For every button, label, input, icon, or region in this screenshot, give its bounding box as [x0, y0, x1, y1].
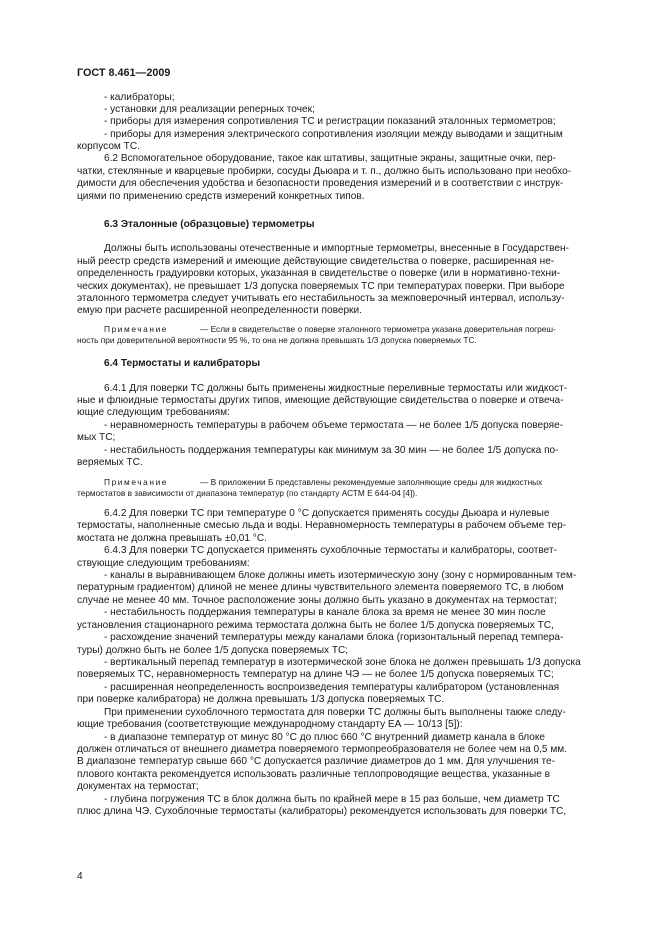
- text-line: - установки для реализации реперных точек;: [104, 104, 315, 115]
- text-line: 6.4.2 Для поверки ТС при температуре 0 °С допускается применять сосуды Дьюара и нулевые: [104, 508, 550, 519]
- text-line: В диапазоне температур свыше 660 °С допускается различие диаметров до 1 мм. Для улучшения те-: [77, 756, 556, 767]
- text-line: документах на термостат;: [77, 781, 199, 792]
- text-line: туры) должно быть не более 1/5 допуска поверяемых ТС;: [77, 645, 349, 656]
- text-line: 6.4.3 Для поверки ТС допускается применять сухоблочные термостаты и калибраторы, соответ-: [104, 545, 557, 556]
- text-line: термостаты, наполненные смесью льда и воды. Неравномерность температуры в рабочем объеме тер-: [77, 520, 567, 531]
- text-line: Должны быть использованы отечественные и импортные термометры, внесенные в Государствен-: [104, 243, 569, 254]
- text-line: плового контакта рекомендуется использовать различные теплопроводящие вещества, указанные в: [77, 769, 551, 780]
- text-line: поверяемых ТС, неравномерность температур на длине ЧЭ — не более 1/5 допуска поверяемых ТС;: [77, 669, 554, 680]
- text-line: 6.4.1 Для поверки ТС должны быть применены жидкостные переливные термостаты или жидкост-: [104, 383, 568, 394]
- text-line: мых ТС;: [77, 432, 116, 443]
- text-line: ющие следующим требованиям:: [77, 407, 230, 418]
- text-line: ствующие следующим требованиям:: [77, 558, 250, 569]
- note-line: ность при доверительной вероятности 95 %, то она не должна превышать 1/3 допуска поверяемых ТС.: [77, 335, 477, 345]
- text-line: циями по применению средств измерений конкретных типов.: [77, 191, 365, 202]
- document-header: ГОСТ 8.461—2009: [77, 67, 171, 79]
- text-line: ющие требования (соответствующие международному стандарту ЕА — 10/13 [5]):: [77, 719, 463, 730]
- text-line: определенность градуировки которых, указанная в свидетельстве о поверке (или в нормативно-техни-: [77, 268, 561, 279]
- text-line: - приборы для измерения сопротивления ТС и регистрации показаний эталонных термометров;: [104, 116, 556, 127]
- text-line: - нестабильность поддержания температуры как минимум за 30 мин — не более 1/5 допуска по-: [104, 445, 559, 456]
- text-line: 6.2 Вспомогательное оборудование, такое как штативы, защитные экраны, защитные очки, пер-: [104, 153, 557, 164]
- text-line: случае не менее 40 мм. Точное расположение зоны должно быть указано в документах на термостат;: [77, 595, 557, 606]
- text-line: ные и флюидные термостаты других типов, имеющие действующие свидетельства о поверке и отвеча-: [77, 395, 564, 406]
- text-line: при поверке калибратора) не должна превышать 1/3 допуска поверяемых ТС.: [77, 694, 445, 705]
- page-number: 4: [77, 871, 83, 882]
- text-line: - неравномерность температуры в рабочем объеме термостата — не более 1/5 допуска поверяе-: [104, 420, 564, 431]
- text-line: пературным градиентом) длиной не менее длины чувствительного элемента поверяемого ТС, в любом: [77, 582, 564, 593]
- text-line: плюс длина ЧЭ. Сухоблочные термостаты (калибраторы) рекомендуется использовать для поверки ТС,: [77, 806, 567, 817]
- text-line: - расширенная неопределенность воспроизведения температуры калибратором (установленная: [104, 682, 560, 693]
- text-line: - калибраторы;: [104, 92, 175, 103]
- note-line: — Если в свидетельстве о поверке эталонного термометра указана доверительная погреш-: [200, 324, 556, 334]
- text-line: димости для обеспечения удобства и безопасности проведения измерений и в соответствии с инструк-: [77, 178, 564, 189]
- section-heading: 6.3 Эталонные (образцовые) термометры: [104, 219, 315, 230]
- section-heading: 6.4 Термостаты и калибраторы: [104, 358, 261, 369]
- text-line: При применении сухоблочного термостата для поверки ТС должны быть выполнены также следу-: [104, 707, 566, 718]
- text-line: - в диапазоне температур от минус 80 °С до плюс 660 °С внутренний диаметр канала в блоке: [104, 732, 546, 743]
- text-line: веряемых ТС.: [77, 457, 143, 468]
- text-line: эталонного термометра следует учитывать его нестабильность за межповерочный интервал, использу-: [77, 293, 565, 304]
- text-line: - расхождение значений температуры между каналами блока (горизонтальный перепад темпера-: [104, 632, 564, 643]
- text-line: должен отличаться от внешнего диаметра поверяемого термопреобразователя не более чем на 0,5 мм.: [77, 744, 568, 755]
- note-line: Примечание: [104, 324, 169, 334]
- text-line: емую при расчете расширенной неопределенности поверки.: [77, 305, 362, 316]
- text-line: - каналы в выравнивающем блоке должны иметь изотермическую зону (зону с нормированным тем-: [104, 570, 577, 581]
- text-line: чатки, стеклянные и кварцевые пробирки, сосуды Дьюара и т. п., должно быть использовано при необхо-: [77, 166, 572, 177]
- note-line: термостатов в зависимости от диапазона температур (по стандарту АСТМ Е 644-04 [4]).: [77, 488, 418, 498]
- text-line: установления стационарного режима термостата должна быть не более 1/5 допуска поверяемых ТС,: [77, 620, 554, 631]
- note-line: — В приложении Б представлены рекомендуемые заполняющие среды для жидкостных: [200, 477, 543, 487]
- text-line: - приборы для измерения электрического сопротивления изоляции между выводами и защитным: [104, 129, 563, 140]
- note-line: Примечание: [104, 477, 169, 487]
- text-line: - вертикальный перепад температур в изотермической зоне блока не должен превышать 1/3 допуска: [104, 657, 581, 668]
- text-line: - глубина погружения ТС в блок должна быть по крайней мере в 15 раз больше, чем диаметр ТС: [104, 794, 560, 805]
- text-line: корпусом ТС.: [77, 141, 140, 152]
- text-line: ческих документах), не превышает 1/3 допуска поверяемых ТС при температурах поверки. При выборе: [77, 281, 565, 292]
- text-line: ный реестр средств измерений и имеющие действующие свидетельства о поверке, расширенная не-: [77, 256, 555, 267]
- text-line: мостата не должна превышать ±0,01 °С.: [77, 533, 267, 544]
- text-line: - нестабильность поддержания температуры в канале блока за время не менее 30 мин после: [104, 607, 546, 618]
